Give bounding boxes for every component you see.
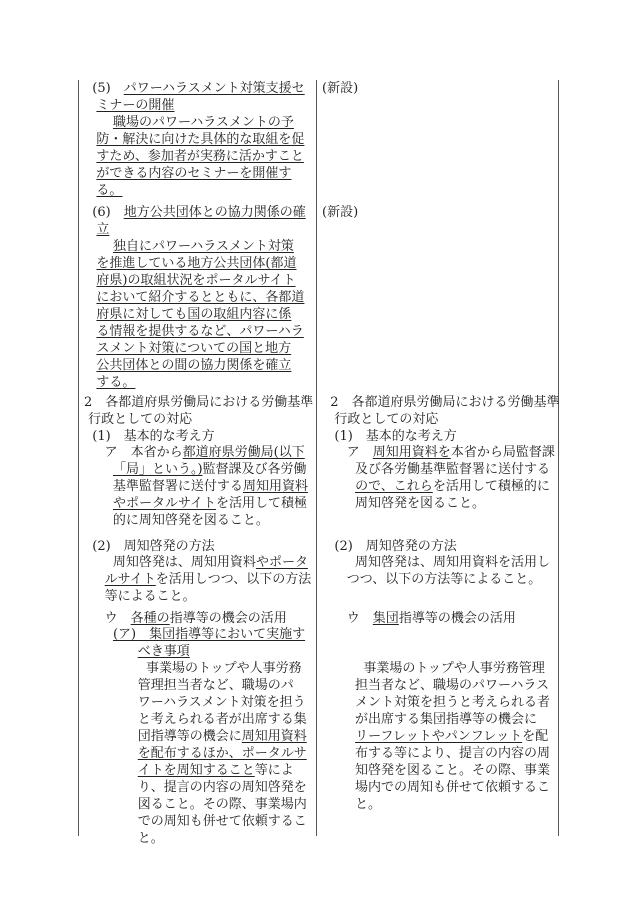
right-new-2: (新設) [322,205,359,220]
left-s2-1-heading: (1) 基本的な考え方 [84,429,215,444]
right-su-body: 事業場のトップや人事労務管理 担当者など、職場のパワーハラス メント対策を担うと考えられる者 が出席する集団指導等の機会に リーフレットやパンフレットを配 布する等により、提言の内容の周 知啓発を図ること。その際、事業 場内での周知も併せて依頼するこ と。 [322,661,551,812]
table-border-left [78,80,79,836]
left-su-a-body: 事業場のトップや人事労務 管理担当者など、職場のパ ワーハラスメント対策を担う と考えられる者が出席する集 団指導等の機会に周知用資料 を配布するほか、ポータルサ イトを周知すること等によ り、提言の内容の周知啓発を 図ること。その際、事業場内 での周知も併せて依頼するこ と。 [84,661,307,846]
left-s5-heading: (5) パワーハラスメント対策支援セ ミナーの開催 [84,81,305,113]
left-su-a-heading: (ア) 集団指導等において実施す べき事項 [112,627,306,659]
table-border-right [558,80,559,836]
right-s2-2-body: 周知啓発は、周知用資料を活用し つつ、以下の方法等によること。 [322,555,551,587]
left-su-heading: ウ 各種の指導等の機会の活用 [84,611,287,626]
right-new-1: (新設) [322,81,359,96]
right-s2-1-a: ア 周知用資料を本省から局監督課 及び各労働基準監督署に送付する ので、これらを活用して積極的に 周知啓発を図ること。 [322,445,555,511]
left-s2-1-a: ア 本省から都道府県労働局(以下 「局」という。)監督課及び各労働 基準監督署に送付する周知用資料 やポータルサイトを活用して積極 的に周知啓発を図ること。 [84,445,308,528]
left-s6-heading: (6) 地方公共団体との協力関係の確 立 [84,205,306,237]
right-su-heading: ウ 集団指導等の機会の活用 [322,611,516,626]
left-s2-2-body: 周知啓発は、周知用資料やポータ ルサイトを活用しつつ、以下の方法 等によること。 [84,555,312,604]
table-border-middle [316,80,317,836]
right-s2-1-heading: (1) 基本的な考え方 [322,429,457,444]
right-s2-2-heading: (2) 周知啓発の方法 [322,539,457,554]
left-s2-heading: 2 各都道府県労働局における労働基準 行政としての対応 [84,395,314,427]
left-s6-body: 独自にパワーハラスメント対策 を推進している地方公共団体(都道 府県)の取組状況をポータルサイト において紹介するとともに、各都道 府県に対しても国の取組内容に係 る情報を提供するなど、パワーハラ スメント対策についての国と地方 公共団体との間の協力関係を確立 する。 [96,239,305,390]
left-s2-2-heading: (2) 周知啓発の方法 [84,539,215,554]
left-s5-body: 職場のパワーハラスメントの予 防・解決に向けた具体的な取組を促 すため、参加者が実務に活かすこと ができる内容のセミナーを開催す る。 [96,115,305,198]
right-s2-heading: 2 各都道府県労働局における労働基準 行政としての対応 [322,395,560,427]
